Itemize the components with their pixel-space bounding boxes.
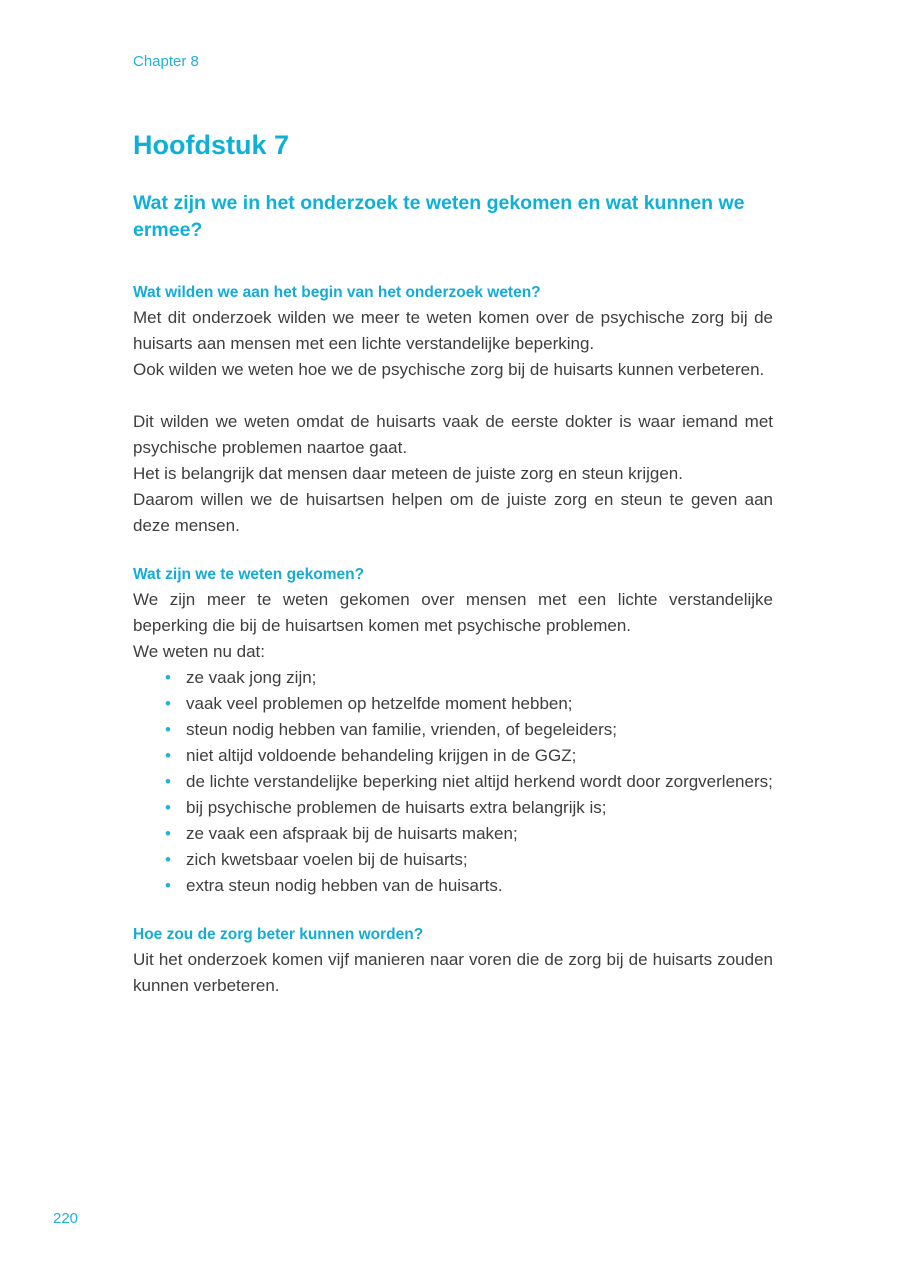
list-item <box>165 717 773 743</box>
bullet-icon: • <box>165 668 171 687</box>
list-item <box>165 795 773 821</box>
list-item-text: extra steun nodig hebben van de huisarts. <box>186 876 503 895</box>
list-item-text: steun nodig hebben van familie, vrienden, of begeleiders; <box>186 720 617 739</box>
running-head: Chapter 8 <box>133 53 199 70</box>
findings-list <box>133 665 773 899</box>
bullet-icon: • <box>165 850 171 869</box>
chapter-title: Hoofdstuk 7 <box>133 130 290 160</box>
bullet-icon: • <box>165 798 171 817</box>
page-number: 220 <box>53 1210 79 1227</box>
list-item <box>165 769 773 795</box>
list-item-text: niet altijd voldoende behandeling krijgen in de GGZ; <box>186 746 577 765</box>
list-item-text: ze vaak een afspraak bij de huisarts maken; <box>186 824 518 843</box>
section-title: Wat zijn we in het onderzoek te weten gekomen en wat kunnen we ermee? <box>133 192 745 241</box>
list-item <box>165 665 773 691</box>
paragraph: We weten nu dat: <box>133 642 265 661</box>
paragraph: Met dit onderzoek wilden we meer te weten komen over de psychische zorg bij de huisarts aan mensen met een lichte verstandelijke beperking. <box>133 308 773 353</box>
paragraph: We zijn meer te weten gekomen over mensen met een lichte verstandelijke beperking die bij de huisartsen komen met psychische problemen. <box>133 590 773 635</box>
bullet-icon: • <box>165 746 171 765</box>
bullet-icon: • <box>165 772 171 791</box>
list-item-text: ze vaak jong zijn; <box>186 668 317 687</box>
list-item <box>165 691 773 717</box>
list-item-text: zich kwetsbaar voelen bij de huisarts; <box>186 850 468 869</box>
paragraph: Uit het onderzoek komen vijf manieren naar voren die de zorg bij de huisarts zouden kunnen verbeteren. <box>133 950 773 995</box>
list-item <box>165 847 773 873</box>
paragraph: Het is belangrijk dat mensen daar meteen de juiste zorg en steun krijgen. <box>133 464 683 483</box>
paragraph: Dit wilden we weten omdat de huisarts vaak de eerste dokter is waar iemand met psychische problemen naartoe gaat. <box>133 412 773 457</box>
list-item <box>165 743 773 769</box>
list-item <box>165 873 773 899</box>
list-item-text: vaak veel problemen op hetzelfde moment hebben; <box>186 694 573 713</box>
list-item-text: bij psychische problemen de huisarts extra belangrijk is; <box>186 798 607 817</box>
list-item-text: de lichte verstandelijke beperking niet altijd herkend wordt door zorgverleners; <box>186 772 773 791</box>
bullet-icon: • <box>165 876 171 895</box>
paragraph: Ook wilden we weten hoe we de psychische zorg bij de huisarts kunnen verbeteren. <box>133 360 765 379</box>
bullet-icon: • <box>165 824 171 843</box>
sub-heading-findings: Wat zijn we te weten gekomen? <box>133 566 365 583</box>
bullet-icon: • <box>165 694 171 713</box>
page-content <box>133 128 773 999</box>
sub-heading-research-question: Wat wilden we aan het begin van het onderzoek weten? <box>133 284 541 301</box>
bullet-icon: • <box>165 720 171 739</box>
list-item <box>165 821 773 847</box>
paragraph: Daarom willen we de huisartsen helpen om de juiste zorg en steun te geven aan deze mensen. <box>133 490 773 535</box>
sub-heading-improvement: Hoe zou de zorg beter kunnen worden? <box>133 926 424 943</box>
